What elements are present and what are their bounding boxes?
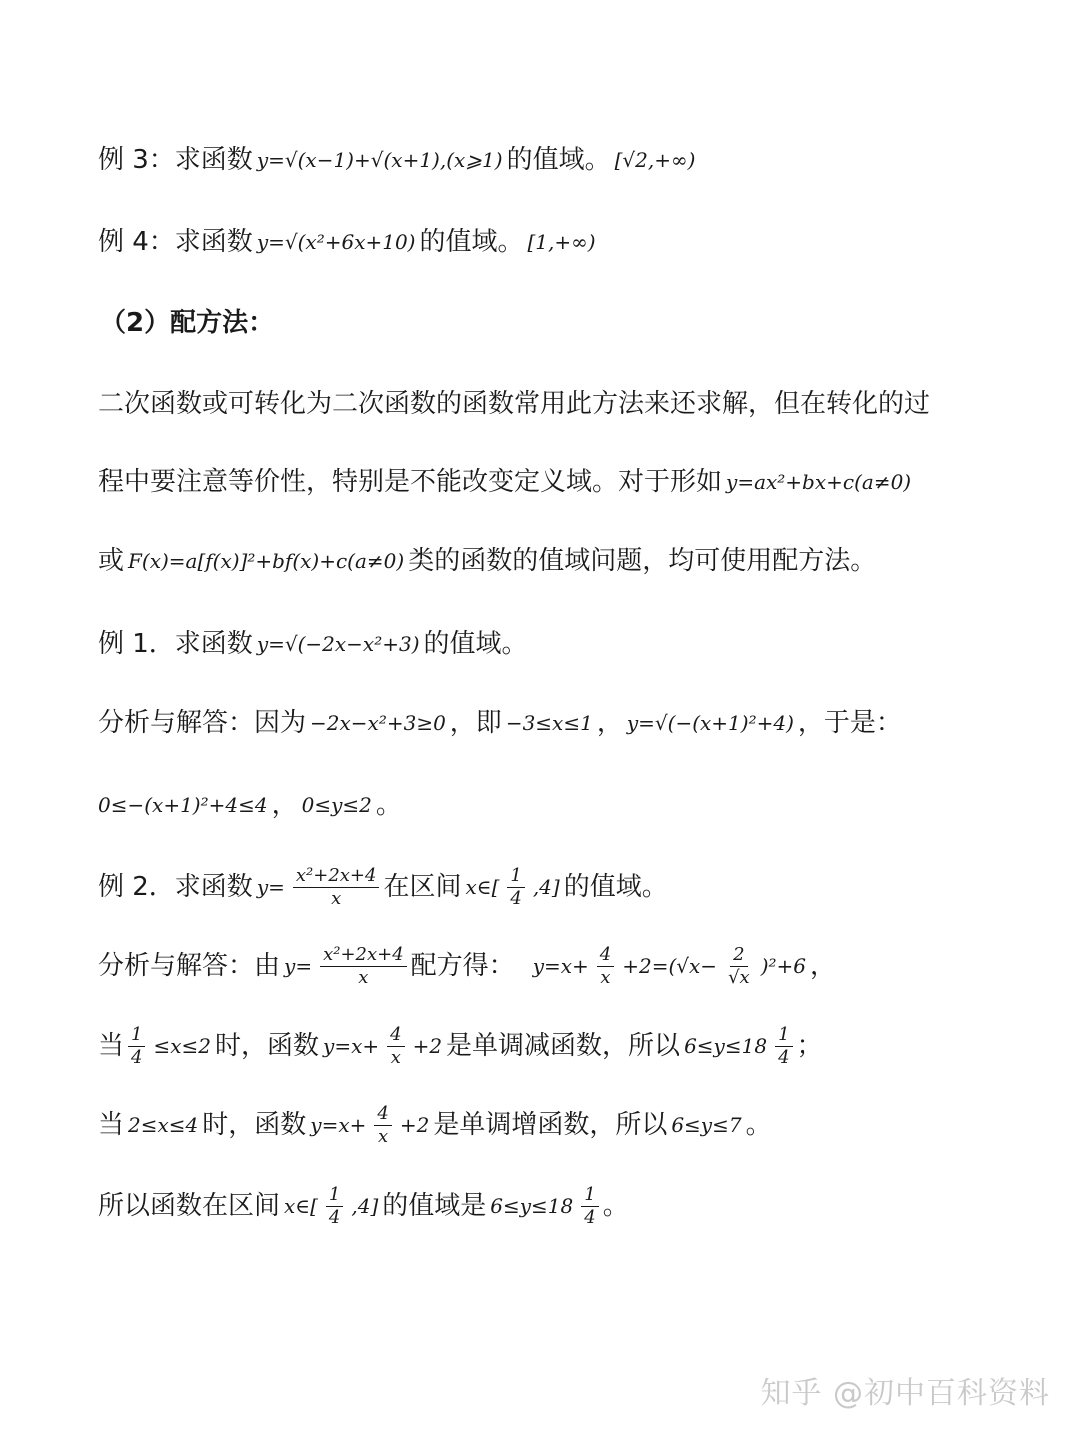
formula: y=√(x−1)+√(x+1),(x⩾1)	[256, 148, 503, 172]
formula: y=√(−2x−x²+3)	[256, 632, 420, 656]
formula: −2x−x²+3≥0	[310, 711, 446, 735]
formula: 0≤y≤2	[301, 793, 372, 817]
fraction: $\frac{4}{x}$	[374, 1103, 391, 1148]
fraction: $\frac{1}{4}$	[326, 1184, 343, 1229]
paragraph-line-2: 程中要注意等价性，特别是不能改变定义域。对于形如 y=ax²+bx+c(a≠0)	[98, 462, 1040, 502]
formula: 0≤−(x+1)²+4≤4	[98, 793, 268, 817]
fraction: $\frac{1}{4}$	[128, 1024, 145, 1069]
answer: [√2,+∞)	[614, 148, 696, 172]
paragraph-line-1: 二次函数或可转化为二次函数的函数常用此方法来还求解，但在转化的过	[98, 389, 931, 419]
fraction: $\frac{1}{4}$	[507, 865, 524, 910]
paragraph-line-3: 或 F(x)=a[f(x)]²+bf(x)+c(a≠0) 类的函数的值域问题，均可使用配方法。	[98, 541, 1040, 581]
conclusion: 所以函数在区间 x∈[ $\frac{1}{4}$ ,4] 的值域是 6≤y≤18 $\frac{1}{4}$ 。	[98, 1183, 629, 1228]
fraction: $\frac{1}{4}$	[581, 1184, 598, 1229]
solution-1-line-1: 分析与解答：因为 −2x−x²+3≥0 ，即 −3≤x≤1 ， y=√(−(x+1)²+4) ，于是：	[98, 703, 1040, 743]
formula: y=√(−(x+1)²+4)	[626, 711, 794, 735]
formula: y=ax²+bx+c(a≠0)	[726, 470, 912, 494]
formula: y=√(x²+6x+10)	[256, 230, 416, 254]
fraction: $\frac{\text{x²+2x+4}}{x}$	[293, 865, 380, 910]
solution-1-line-2: 0≤−(x+1)²+4≤4 ， 0≤y≤2 。	[98, 785, 1040, 825]
example-3: 例 3：求函数 y=√(x−1)+√(x+1),(x⩾1) 的值域。 [√2,+∞)	[98, 140, 1040, 180]
answer: [1,+∞)	[527, 230, 596, 254]
fraction: $\frac{2}{√x}$	[728, 943, 750, 988]
example-1: 例 1．求函数 y=√(−2x−x²+3) 的值域。	[98, 624, 1040, 664]
fraction: $\frac{\text{x²+2x+4}}{x}$	[320, 944, 407, 989]
example-4: 例 4：求函数 y=√(x²+6x+10) 的值域。 [1,+∞)	[98, 222, 1040, 262]
fraction: $\frac{4}{x}$	[597, 944, 614, 989]
solution-2-line-1: 分析与解答：由 y= $\frac{\text{x²+2x+4}}{x}$ 配方得： y=x+ $\frac{4}{x}$ +2=(√x− $\frac{2}{√x}$ )²+6 ，	[98, 943, 837, 988]
fraction: $\frac{1}{4}$	[775, 1024, 792, 1069]
fraction: $\frac{4}{x}$	[387, 1024, 404, 1069]
formula: −3≤x≤1	[505, 711, 593, 735]
watermark: 知乎 @初中百科资料	[760, 1376, 1050, 1411]
formula: F(x)=a[f(x)]²+bf(x)+c(a≠0)	[128, 549, 405, 573]
case-1: 当 $\frac{1}{4}$ ≤x≤2 时，函数 y=x+ $\frac{4}{x}$ +2 是单调减函数，所以 6≤y≤18 $\frac{1}{4}$ ；	[98, 1023, 823, 1068]
case-2: 当 2≤x≤4 时，函数 y=x+ $\frac{4}{x}$ +2 是单调增函数，所以 6≤y≤7 。	[98, 1102, 772, 1147]
example-2: 例 2．求函数 y= $\frac{\text{x²+2x+4}}{x}$ 在区间 x∈[ $\frac{1}{4}$ ,4] 的值域。	[98, 864, 668, 909]
section-heading: （2）配方法：	[100, 308, 275, 338]
